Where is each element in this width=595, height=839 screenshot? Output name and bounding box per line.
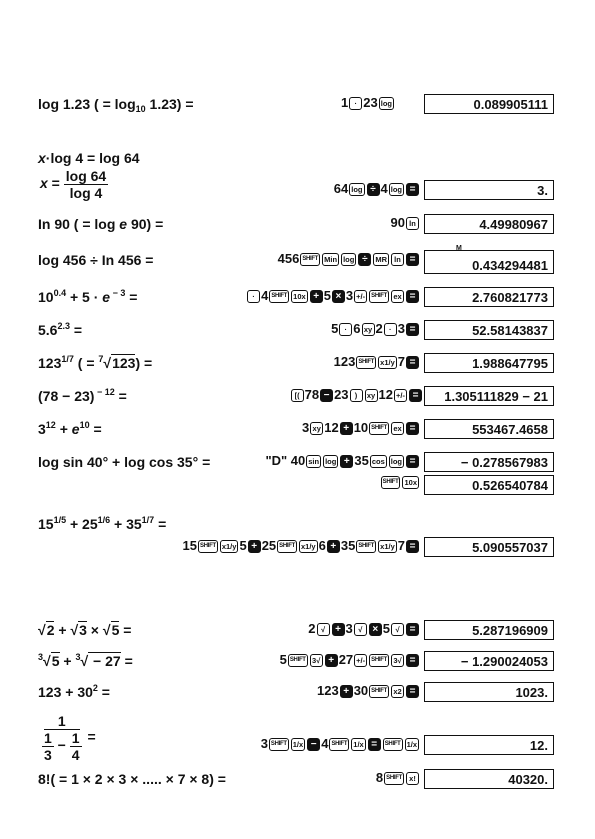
deg-mode-label: "D" <box>265 453 288 468</box>
key-neg: +/- <box>354 654 367 667</box>
key-neg: +/- <box>354 290 367 303</box>
key-ln: ln <box>391 253 404 266</box>
keys-row-4: 90 ln <box>391 215 420 231</box>
key-xroot: x1/y <box>380 541 395 551</box>
display-row-7: 52.58143837 <box>424 320 554 340</box>
key-shift: SHIFT <box>384 772 404 785</box>
key-sin: sin <box>308 456 320 466</box>
display-row-12: 5.090557037 <box>424 537 554 557</box>
key-eq: = <box>406 290 419 303</box>
key-eq: = <box>406 323 419 336</box>
key-shift: SHIFT <box>198 540 218 553</box>
key-xy: xy <box>310 422 323 435</box>
key-sq: x2 <box>391 685 404 698</box>
key-cos: cos <box>371 456 385 466</box>
display-row-4: 4.49980967 <box>424 214 554 234</box>
keys-row-3: 64 log ÷ 4 log = <box>334 181 420 197</box>
key-plus: + <box>332 623 345 636</box>
keys-row-5: 456 SHIFT Min log ÷ MR ln = <box>278 251 420 267</box>
expr-10pow-plus-5e: $10^{0.4} + 5 \cdot e$ $^{- 3}$ = <box>38 288 138 305</box>
key-shift: SHIFT <box>356 356 376 369</box>
key-times: × <box>332 290 345 303</box>
key-eq: = <box>406 253 419 266</box>
expr-x-frac: x = $\frac{\log 64}{\log 4}$ <box>40 168 107 201</box>
keys-row-14: 5 SHIFT 3√ + 27 +/- SHIFT 3√ = <box>280 652 420 668</box>
key-dot: · <box>349 97 362 110</box>
key-ex: ex <box>391 422 404 435</box>
expr-x-log4: x·log 4 = log 64 <box>38 150 140 166</box>
expr-123-root7: $123^{1/7}$ ( = $^7$√123) = <box>38 354 153 371</box>
key-eq: = <box>406 685 419 698</box>
keys-row-6: · 4 SHIFT 10x + 5 × 3 +/- SHIFT ex = <box>246 288 420 304</box>
expr-sqrt-sum: √2 + √3 × √5 = <box>38 622 132 638</box>
key-shift: SHIFT <box>288 654 308 667</box>
key-minus: − <box>307 738 320 751</box>
key-eq: = <box>409 389 422 402</box>
key-log: log <box>380 98 392 108</box>
key-eq: = <box>406 540 419 553</box>
keys-row-12: 15 SHIFT x1/y 5 + 25 SHIFT x1/y 6 + 35 SHIFT x1/y 7 = <box>183 538 420 554</box>
keys-row-15: 123 + 30 SHIFT x2 = <box>317 683 420 699</box>
key-cbrt: 3√ <box>310 654 323 667</box>
key-inv: 1/x <box>406 739 417 749</box>
key-div: ÷ <box>358 253 371 266</box>
key-cbrt: 3√ <box>391 654 404 667</box>
key-ex: ex <box>391 290 404 303</box>
key-log: log <box>351 184 363 194</box>
key-eq: = <box>406 654 419 667</box>
display-row-5: 0.434294481 <box>424 250 554 274</box>
key-eq: = <box>368 738 381 751</box>
display-row-1: 0.089905111 <box>424 94 554 114</box>
key-log: log <box>390 184 402 194</box>
key-log: log <box>390 456 402 466</box>
key-shift: SHIFT <box>383 738 403 751</box>
key-div: ÷ <box>367 183 380 196</box>
key-eq: = <box>406 623 419 636</box>
key-shift: SHIFT <box>381 476 401 489</box>
key-shift: SHIFT <box>269 290 289 303</box>
key-shift: SHIFT <box>356 540 376 553</box>
display-row-11: − 0.278567983 <box>424 452 554 472</box>
key-10x: 10x <box>293 291 306 301</box>
key-shift: SHIFT <box>369 422 389 435</box>
key-rpar: ) <box>350 389 363 402</box>
expr-3pow12-plus-e10: $3^{12} + e^{10}$ = <box>38 420 102 437</box>
key-plus: + <box>340 455 353 468</box>
keys-row-9: [( 78 − 23 ) xy 12 +/- = <box>290 387 423 403</box>
key-plus: + <box>248 540 261 553</box>
display-row-6: 2.760821773 <box>424 287 554 307</box>
key-min: Min <box>324 254 338 264</box>
expr-78-23-pow: (78 − 23) $^{- 12}$ = <box>38 387 127 404</box>
display-row-10: 553467.4658 <box>424 419 554 439</box>
expr-log456-ln456: log 456 ÷ In 456 = <box>38 252 154 268</box>
key-xy: xy <box>362 323 375 336</box>
keys-row-1: 1 · 23 log <box>341 95 392 110</box>
key-dot: · <box>384 323 397 336</box>
key-xroot: x1/y <box>380 357 395 367</box>
key-fact: x! <box>406 772 419 785</box>
display-row-11b: 0.526540784 <box>424 475 554 495</box>
key-shift: SHIFT <box>269 738 289 751</box>
display-row-17: 40320. <box>424 769 554 789</box>
key-plus: + <box>310 290 323 303</box>
expr-reciprocal-frac: 1 $\frac{1}{3}$ − $\frac{1}{4}$ = <box>44 713 96 763</box>
key-shift: SHIFT <box>277 540 297 553</box>
key-sqrt: √ <box>391 623 404 636</box>
expr-roots-sum: $15^{1/5} + 25^{1/6} + 35^{1/7}$ = <box>38 515 167 532</box>
key-shift: SHIFT <box>369 654 389 667</box>
display-row-9: 1.305111829 − 21 <box>424 386 554 406</box>
key-shift: SHIFT <box>329 738 349 751</box>
expr-cbrt-sum: $^3$√5 + $^3$√ − 27 = <box>38 652 133 669</box>
key-xy: xy <box>365 389 378 402</box>
keys-row-8: 123 SHIFT x1/y 7 = <box>334 354 420 370</box>
keys-row-10: 3 xy 12 + 10 SHIFT ex = <box>302 420 420 436</box>
display-row-15: 1023. <box>424 682 554 702</box>
key-eq: = <box>406 356 419 369</box>
key-plus: + <box>340 685 353 698</box>
expr-123-plus-30sq: $123 + 30^2$ = <box>38 683 110 700</box>
key-shift: SHIFT <box>300 253 320 266</box>
key-dot: · <box>339 323 352 336</box>
expr-log-1-23: log 1.23 ( = $\log_{10} 1.23$) = <box>38 96 194 114</box>
keys-row-11: "D" 40 sin log + 35 cos log = <box>265 453 420 469</box>
key-mr: MR <box>375 254 387 264</box>
display-row-16: 12. <box>424 735 554 755</box>
key-eq: = <box>406 183 419 196</box>
key-sqrt: √ <box>317 623 330 636</box>
key-inv: 1/x <box>353 739 364 749</box>
key-log: log <box>343 254 355 264</box>
key-lpar: [( <box>291 389 304 402</box>
key-ln: ln <box>406 217 419 230</box>
key-eq: = <box>406 455 419 468</box>
keys-row-11b <box>380 476 420 489</box>
key-neg: +/- <box>394 389 407 402</box>
expr-factorial: 8!( = 1 × 2 × 3 × ..... × 7 × 8) = <box>38 771 226 787</box>
display-row-13: 5.287196909 <box>424 620 554 640</box>
key-dot: · <box>247 290 260 303</box>
key-shift: SHIFT <box>369 290 389 303</box>
key-xroot: x1/y <box>301 541 316 551</box>
key-log: log <box>325 456 337 466</box>
keys-row-7: 5 · 6 xy 2 · 3 = <box>331 321 420 337</box>
keys-row-13: 2 √ + 3 √ × 5 √ = <box>308 621 420 637</box>
key-10x: 10x <box>404 478 417 487</box>
key-shift: SHIFT <box>369 685 389 698</box>
keys-row-16: 3 SHIFT 1/x − 4 SHIFT 1/x = SHIFT 1/x <box>260 736 417 751</box>
display-row-8: 1.988647795 <box>424 353 554 373</box>
display-row-14: − 1.290024053 <box>424 651 554 671</box>
key-sqrt: √ <box>354 623 367 636</box>
expr-5-6-pow: $5.6^{2.3}$ = <box>38 321 83 338</box>
key-plus: + <box>325 654 338 667</box>
key-plus: + <box>327 540 340 553</box>
key-inv: 1/x <box>292 739 304 749</box>
expr-ln-90: In 90 ( = log e 90) = <box>38 216 164 232</box>
key-plus: + <box>340 422 353 435</box>
key-times: × <box>369 623 382 636</box>
key-eq: = <box>406 422 419 435</box>
key-minus: − <box>320 389 333 402</box>
key-xroot: x1/y <box>221 541 237 551</box>
expr-log-sin-cos: log sin 40° + log cos 35° = <box>38 454 211 470</box>
keys-row-17: 8 SHIFT x! <box>376 770 420 786</box>
memory-indicator: M <box>456 245 462 252</box>
display-row-3: 3. <box>424 180 554 200</box>
